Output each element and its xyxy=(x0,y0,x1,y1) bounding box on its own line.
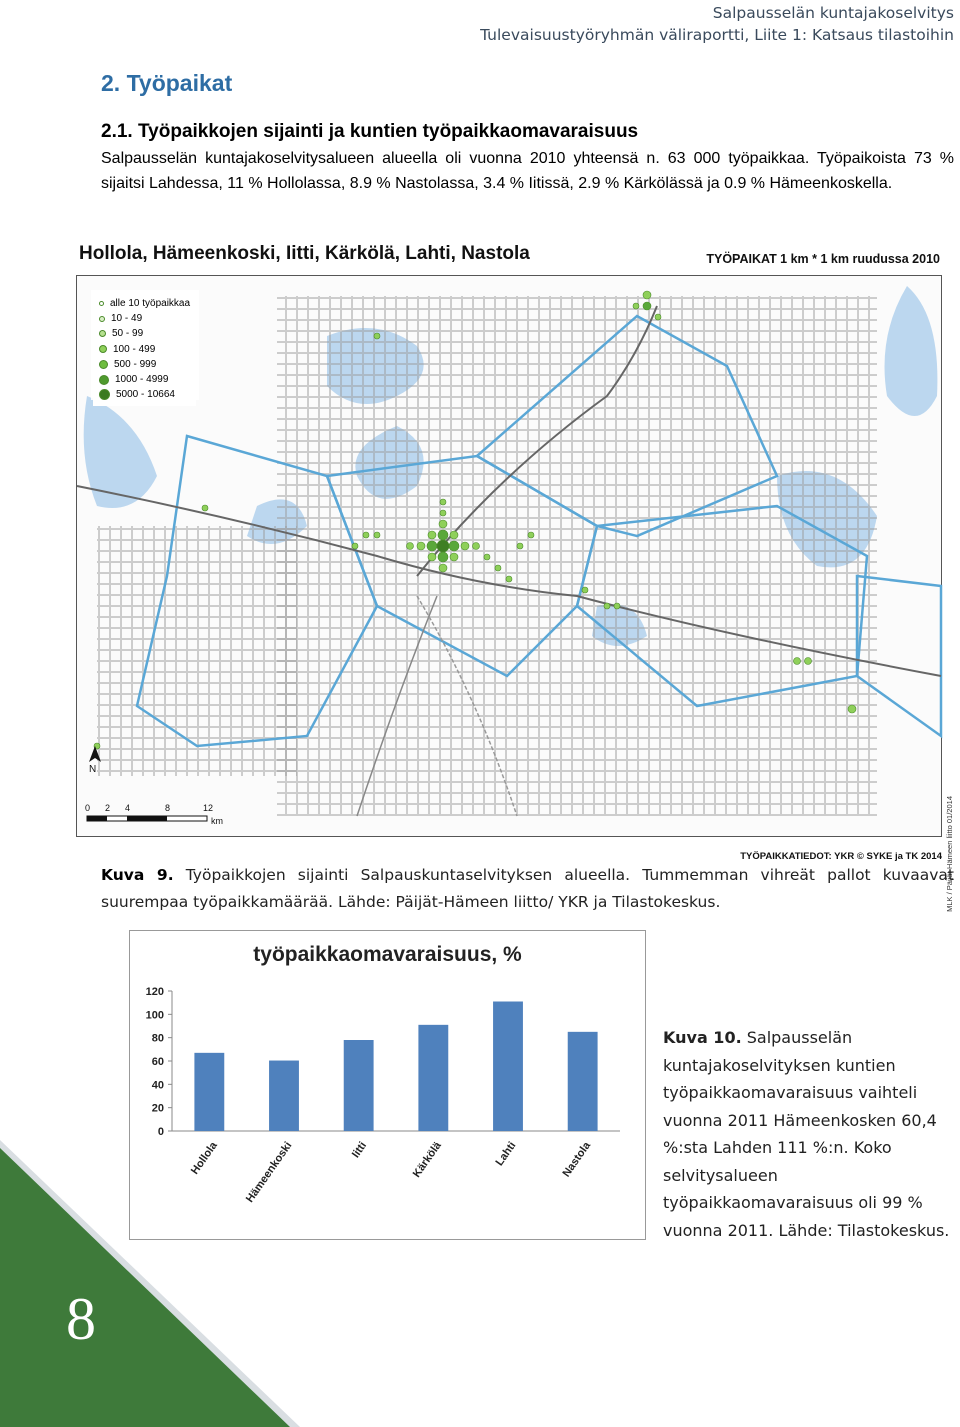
caption-label: Kuva 10. xyxy=(663,1028,742,1047)
grid-cells xyxy=(277,296,877,816)
caption-label: Kuva 9. xyxy=(101,866,174,884)
x-tick-label: Kärkölä xyxy=(410,1139,444,1180)
section-heading: 2. Työpaikat xyxy=(101,70,233,96)
bar xyxy=(568,1032,598,1131)
corner-decoration xyxy=(0,1140,300,1427)
map-legend xyxy=(93,292,196,406)
svg-text:8: 8 xyxy=(165,803,171,813)
body-paragraph: Salpausselän kuntajakoselvitysalueen alueella oli vuonna 2010 yhteensä n. 63 000 työpaikkaa. Työpaikoista 73 % sijaitsi Lahdessa, 11 % Hollolassa, 8.9 % Nastolassa, 3.4 % Iitissä, 2.9 % Kärkölässä ja 0.9 % Hämeenkoskella. xyxy=(101,150,954,192)
map-source: TYÖPAIKKATIEDOT: YKR © SYKE ja TK 2014 xyxy=(740,851,942,862)
caption-text: Salpausselän kuntajakoselvityksen kuntien työpaikkaomavaraisuus vaihteli vuonna 2011 Hämeenkosken 60,4 %:sta Lahden 111 %:n. Koko selvitysalueen työpaikkaomavaraisuus oli 99 % vuonna 2011. Lähde: Tilastokeskus. xyxy=(663,1028,950,1240)
y-tick-label: 0 xyxy=(157,1126,164,1138)
page-number: 8 xyxy=(66,1286,96,1352)
legend-item: 5000 - 10664 xyxy=(99,387,190,402)
x-tick-label: Lahti xyxy=(493,1139,519,1169)
y-tick-label: 20 xyxy=(151,1102,164,1115)
subsection-heading: 2.1. Työpaikkojen sijainti ja kuntien työpaikkaomavaraisuus xyxy=(101,121,639,142)
legend-item: alle 10 työpaikkaa xyxy=(99,296,190,311)
x-tick-label: Hämeenkoski xyxy=(243,1139,295,1205)
chart-title: työpaikkaomavaraisuus, % xyxy=(253,943,522,966)
x-tick-label: Nastola xyxy=(560,1139,594,1180)
legend-item: 10 - 49 xyxy=(99,311,190,326)
figure-caption-10 xyxy=(663,1024,953,1244)
running-header xyxy=(480,2,954,46)
bar xyxy=(194,1053,224,1131)
header-subtitle: Tulevaisuustyöryhmän väliraportti, Liite 1: Katsaus tilastoihin xyxy=(480,26,954,44)
svg-text:0: 0 xyxy=(85,803,91,813)
map-graphic xyxy=(77,276,941,836)
header-title: Salpausselän kuntajakoselvitys xyxy=(712,4,954,22)
bar xyxy=(493,1002,523,1132)
legend-item: 500 - 999 xyxy=(99,357,190,372)
x-tick-label: Iitti xyxy=(349,1139,370,1161)
y-tick-label: 60 xyxy=(151,1056,164,1068)
y-tick-label: 80 xyxy=(151,1032,164,1045)
legend-item: 100 - 499 xyxy=(99,342,190,357)
bar xyxy=(418,1025,448,1131)
map-side-note: MLK / Päijät-Hämeen liitto 01/2014 xyxy=(945,796,954,912)
svg-text:4: 4 xyxy=(125,803,131,813)
caption-text: Työpaikkojen sijainti Salpauskuntaselvityksen alueella. Tummemman vihreät pallot kuvaavat suurempaa työpaikkamäärää. Lähde: Päijät-Hämeen liitto/ YKR ja Tilastokeskus. xyxy=(101,866,955,911)
svg-text:km: km xyxy=(211,816,223,826)
map-title: Hollola, Hämeenkoski, Iitti, Kärkölä, Lahti, Nastola xyxy=(79,243,530,264)
north-label: N xyxy=(89,764,97,775)
legend-item: 1000 - 4999 xyxy=(99,372,190,387)
legend-item: 50 - 99 xyxy=(99,326,190,341)
map-subtitle: TYÖPAIKAT 1 km * 1 km ruudussa 2010 xyxy=(706,252,940,266)
svg-text:2: 2 xyxy=(105,803,111,813)
scale-bar xyxy=(87,816,207,821)
y-tick-label: 100 xyxy=(145,1009,164,1022)
bar xyxy=(269,1061,299,1131)
scale-labels xyxy=(85,803,223,826)
x-tick-label: Hollola xyxy=(188,1139,220,1177)
y-tick-label: 120 xyxy=(145,986,164,998)
lake-shape xyxy=(84,396,157,508)
bar xyxy=(344,1040,374,1131)
figure-caption-9 xyxy=(101,862,954,916)
svg-text:12: 12 xyxy=(203,803,214,813)
lake-shape xyxy=(885,286,938,416)
y-tick-label: 40 xyxy=(151,1079,164,1092)
